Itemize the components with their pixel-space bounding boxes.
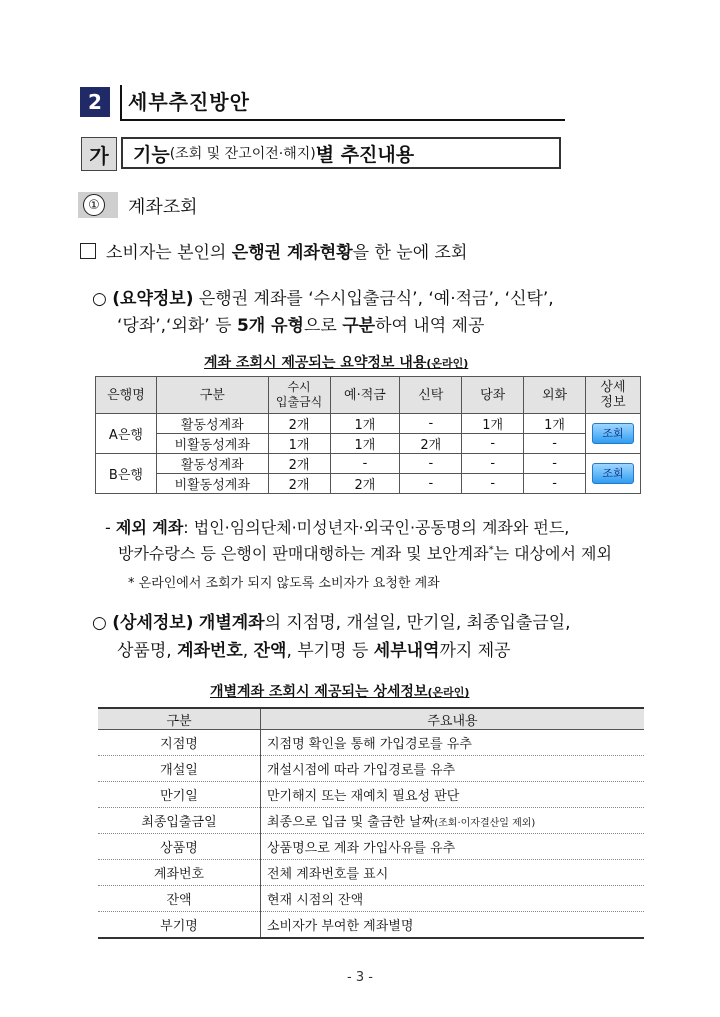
table2-caption-small: (온라인) <box>427 686 470 699</box>
bullet-circle: ○ <box>92 289 107 309</box>
view-detail-button[interactable]: 조회 <box>592 423 634 444</box>
row-key: 계좌번호 <box>98 860 261 886</box>
table1-caption <box>204 352 468 372</box>
section-underline <box>120 119 565 121</box>
exclusion-text3: 는 대상에서 제외 <box>493 544 612 563</box>
p2-line2-post: 하여 내역 제공 <box>375 316 485 336</box>
table-row <box>96 434 641 454</box>
p3-comma: , <box>242 641 254 661</box>
subsection-title <box>121 137 561 169</box>
p3-line2-a: 상품명, <box>117 641 178 661</box>
row-value <box>261 808 645 834</box>
paragraph-detail-info-line1 <box>92 608 571 633</box>
row-value: 전체 계좌번호를 표시 <box>261 860 645 886</box>
cell-value: - <box>462 434 524 454</box>
subsection-title-paren: (조회 및 잔고이전·해지) <box>169 146 316 162</box>
cell-value: 1개 <box>524 414 586 434</box>
cell-value: 1개 <box>462 414 524 434</box>
table-row <box>96 454 641 474</box>
cell-value: 2개 <box>400 434 462 454</box>
header-trust: 신탁 <box>400 377 462 414</box>
header-category: 구분 <box>98 708 261 730</box>
table-row <box>98 756 644 782</box>
exclusion-line1 <box>105 515 569 538</box>
exclusion-label: 제외 계좌 <box>115 518 184 537</box>
row-value: 현재 시점의 잔액 <box>261 886 645 912</box>
table-row <box>98 808 644 834</box>
table-row <box>98 912 644 939</box>
account-type: 비활동성계좌 <box>156 474 268 494</box>
header-savings: 예·적금 <box>330 377 400 414</box>
table-header-row <box>98 708 644 730</box>
table2-caption <box>210 681 469 701</box>
cell-value: - <box>524 434 586 454</box>
section-divider <box>120 85 122 121</box>
bank-name: A은행 <box>96 414 157 454</box>
row-value: 만기해지 또는 재예치 필요성 판단 <box>261 782 645 808</box>
cell-value: - <box>330 454 400 474</box>
header-content: 주요내용 <box>261 708 645 730</box>
row-key: 잔액 <box>98 886 261 912</box>
cell-value: - <box>400 454 462 474</box>
row-value: 상품명으로 계좌 가입사유를 유추 <box>261 834 645 860</box>
p2-bold-types: 5개 유형 <box>236 316 304 336</box>
subsection-title-part1: 기능 <box>133 143 170 166</box>
table-row <box>98 782 644 808</box>
cell-value: 1개 <box>330 434 400 454</box>
header-bank: 은행명 <box>96 377 157 414</box>
p3-bold-balance: 잔액 <box>253 641 287 661</box>
p2-bold-classify: 구분 <box>342 316 376 336</box>
row-key: 최종입출금일 <box>98 808 261 834</box>
footnote-mark: * <box>488 544 494 556</box>
bank-name: B은행 <box>96 454 157 494</box>
row-key: 개설일 <box>98 756 261 782</box>
item-title: 계좌조회 <box>128 197 198 218</box>
cell-value: 2개 <box>330 474 400 494</box>
section-number: 2 <box>80 87 110 117</box>
table-row <box>96 414 641 434</box>
row-value: 개설시점에 따라 가입경로를 유추 <box>261 756 645 782</box>
cell-value: 1개 <box>330 414 400 434</box>
exclusion-line2 <box>118 541 612 564</box>
table1-caption-small: (온라인) <box>426 357 469 370</box>
row-key: 만기일 <box>98 782 261 808</box>
detail-info-table <box>98 707 644 939</box>
cell-value: - <box>524 474 586 494</box>
p3-bold-individual: 개별계좌 <box>198 613 265 633</box>
cell-value: 2개 <box>268 474 330 494</box>
subsection-title-part2: 별 추진내용 <box>315 143 415 166</box>
item-number-circle: ① <box>83 194 105 216</box>
table2-caption-text: 개별계좌 조회시 제공되는 상세정보 <box>210 684 428 700</box>
account-type: 비활동성계좌 <box>156 434 268 454</box>
cell-value: - <box>400 474 462 494</box>
table-row <box>98 860 644 886</box>
cell-value: - <box>400 414 462 434</box>
cell-value: 2개 <box>268 454 330 474</box>
account-type: 활동성계좌 <box>156 414 268 434</box>
row-value-note: (조회·이자결산일 제외) <box>434 818 536 829</box>
p3-bold-details: 세부내역 <box>373 641 440 661</box>
row-key: 상품명 <box>98 834 261 860</box>
detail-cell <box>585 414 640 454</box>
paragraph-summary-info-line1 <box>92 284 554 309</box>
header-checking: 당좌 <box>462 377 524 414</box>
account-type: 활동성계좌 <box>156 454 268 474</box>
paragraph-summary <box>80 238 467 263</box>
cell-value: 1개 <box>268 434 330 454</box>
subsection-marker: 가 <box>81 137 117 171</box>
table-header-row <box>96 377 641 414</box>
summary-info-table <box>95 376 641 494</box>
table-row <box>96 474 641 494</box>
p3-line2-b: , 부기명 등 <box>286 641 374 661</box>
row-value: 소비자가 부여한 계좌별명 <box>261 912 645 939</box>
detail-info-label: (상세정보) <box>112 613 194 633</box>
summary-info-text: 은행권 계좌를 ‘수시입출금식’, ‘예·적금’, ‘신탁’, <box>193 289 554 309</box>
summary-info-label: (요약정보) <box>112 289 194 309</box>
row-value-text: 최종으로 입금 및 출금한 날짜 <box>267 815 435 830</box>
detail-cell <box>585 454 640 494</box>
header-demand-deposit: 수시 입출금식 <box>268 377 330 414</box>
p1-text-pre: 소비자는 본인의 <box>106 243 232 263</box>
row-key: 부기명 <box>98 912 261 939</box>
table-row <box>98 886 644 912</box>
table-row <box>98 834 644 860</box>
exclusion-text2: 방카슈랑스 등 은행이 판매대행하는 계좌 및 보안계좌 <box>118 544 489 563</box>
table-row <box>98 730 644 756</box>
cell-value: 2개 <box>268 414 330 434</box>
paragraph-detail-info-line2 <box>117 636 511 661</box>
header-foreign: 외화 <box>524 377 586 414</box>
cell-value: - <box>524 454 586 474</box>
p2-line2-mid: 으로 <box>303 316 343 336</box>
checkbox-square-icon <box>80 243 96 259</box>
p3-bold-account-no: 계좌번호 <box>177 641 243 661</box>
header-category: 구분 <box>156 377 268 414</box>
p2-line2-pre: ‘당좌’,‘외화’ 등 <box>117 316 237 336</box>
p1-text-post: 을 한 눈에 조회 <box>352 243 468 263</box>
table1-caption-text: 계좌 조회시 제공되는 요약정보 내용 <box>204 355 427 371</box>
page-number: - 3 - <box>347 970 373 985</box>
p3-line2-c: 까지 제공 <box>439 641 511 661</box>
cell-value: - <box>462 474 524 494</box>
row-value: 지점명 확인을 통해 가입경로를 유추 <box>261 730 645 756</box>
p3-line1: 의 지점명, 개설일, 만기일, 최종입출금일, <box>264 613 571 633</box>
section-title: 세부추진방안 <box>128 90 250 114</box>
bullet-circle: ○ <box>92 613 107 633</box>
header-detail: 상세 정보 <box>585 377 640 414</box>
exclusion-footnote: * 온라인에서 조회가 되지 않도록 소비자가 요청한 계좌 <box>128 576 440 591</box>
view-detail-button[interactable]: 조회 <box>592 463 634 484</box>
p1-text-bold: 은행권 계좌현황 <box>231 243 353 263</box>
dash-marker: - <box>105 518 111 537</box>
exclusion-text1: : 법인·임의단체·미성년자·외국인·공동명의 계좌와 펀드, <box>183 518 570 537</box>
row-key: 지점명 <box>98 730 261 756</box>
paragraph-summary-info-line2 <box>117 311 484 336</box>
cell-value: - <box>462 454 524 474</box>
